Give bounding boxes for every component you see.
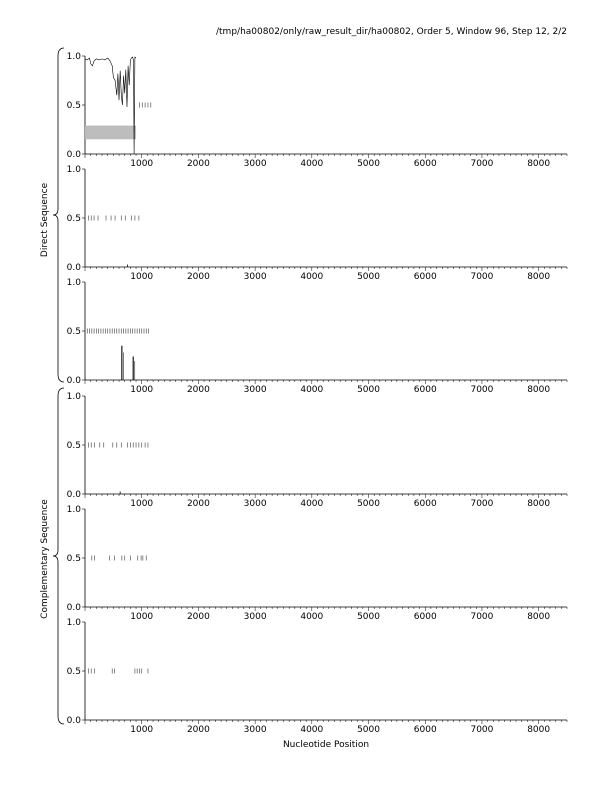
x-tick-label: 3000	[243, 499, 267, 509]
x-tick-label: 7000	[470, 385, 494, 395]
x-tick-label: 4000	[300, 725, 324, 735]
x-tick-label: 4000	[300, 612, 324, 622]
complementary-sequence-brace	[53, 388, 64, 724]
x-tick-label: 5000	[357, 725, 380, 735]
x-tick-label: 6000	[413, 499, 437, 509]
y-tick-label: 0.0	[66, 376, 81, 386]
x-tick-label: 1000	[130, 159, 154, 169]
y-tick-label: 0.5	[66, 327, 81, 337]
x-tick-label: 3000	[243, 159, 267, 169]
threshold-box	[85, 126, 136, 140]
x-tick-label: 7000	[470, 159, 494, 169]
x-tick-label: 5000	[357, 272, 380, 282]
y-tick-label: 0.5	[66, 101, 81, 111]
y-tick-label: 0.0	[66, 150, 81, 160]
signal-line	[85, 57, 136, 154]
x-axis-label: Nucleotide Position	[282, 740, 370, 750]
x-tick-label: 6000	[413, 725, 437, 735]
x-tick-label: 8000	[527, 159, 551, 169]
x-tick-label: 8000	[527, 385, 551, 395]
y-tick-label: 1.0	[66, 505, 81, 515]
x-tick-label: 7000	[470, 272, 494, 282]
x-tick-label: 2000	[186, 385, 210, 395]
y-tick-label: 0.0	[66, 490, 81, 500]
figure-title: /tmp/ha00802/only/raw_result_dir/ha00802, Order 5, Window 96, Step 12, 2/2	[216, 27, 567, 37]
x-tick-label: 1000	[130, 385, 154, 395]
x-tick-label: 7000	[470, 612, 494, 622]
x-tick-label: 8000	[527, 612, 551, 622]
x-tick-label: 1000	[130, 612, 154, 622]
x-tick-label: 3000	[243, 272, 267, 282]
x-tick-label: 1000	[130, 272, 154, 282]
y-tick-label: 1.0	[66, 165, 81, 175]
x-tick-label: 3000	[243, 385, 267, 395]
x-tick-label: 8000	[527, 499, 551, 509]
x-tick-label: 2000	[186, 159, 210, 169]
y-tick-label: 1.0	[66, 52, 81, 62]
y-tick-label: 1.0	[66, 618, 81, 628]
x-tick-label: 1000	[130, 499, 154, 509]
y-tick-label: 0.5	[66, 667, 81, 677]
x-tick-label: 5000	[357, 385, 380, 395]
x-tick-label: 4000	[300, 272, 324, 282]
x-tick-label: 1000	[130, 725, 154, 735]
x-tick-label: 2000	[186, 725, 210, 735]
y-tick-label: 1.0	[66, 278, 81, 288]
y-tick-label: 0.5	[66, 554, 81, 564]
x-tick-label: 2000	[186, 612, 210, 622]
x-tick-label: 4000	[300, 499, 324, 509]
y-tick-label: 0.5	[66, 441, 81, 451]
y-tick-label: 0.5	[66, 214, 81, 224]
x-tick-label: 6000	[413, 612, 437, 622]
x-tick-label: 2000	[186, 499, 210, 509]
x-tick-label: 5000	[357, 612, 380, 622]
x-tick-label: 4000	[300, 385, 324, 395]
y-tick-label: 1.0	[66, 392, 81, 402]
y-tick-label: 0.0	[66, 263, 81, 273]
x-tick-label: 5000	[357, 159, 380, 169]
x-tick-label: 6000	[413, 159, 437, 169]
y-tick-label: 0.0	[66, 603, 81, 613]
x-tick-label: 8000	[527, 272, 551, 282]
x-tick-label: 3000	[243, 612, 267, 622]
direct-sequence-brace	[53, 48, 64, 382]
x-tick-label: 6000	[413, 272, 437, 282]
x-tick-label: 8000	[527, 725, 551, 735]
x-tick-label: 4000	[300, 159, 324, 169]
x-tick-label: 7000	[470, 499, 494, 509]
x-tick-label: 5000	[357, 499, 380, 509]
x-tick-label: 2000	[186, 272, 210, 282]
y-tick-label: 0.0	[66, 716, 81, 726]
x-tick-label: 7000	[470, 725, 494, 735]
x-tick-label: 3000	[243, 725, 267, 735]
direct-sequence-label: Direct Sequence	[40, 182, 50, 258]
x-tick-label: 6000	[413, 385, 437, 395]
complementary-sequence-label: Complementary Sequence	[40, 499, 50, 619]
